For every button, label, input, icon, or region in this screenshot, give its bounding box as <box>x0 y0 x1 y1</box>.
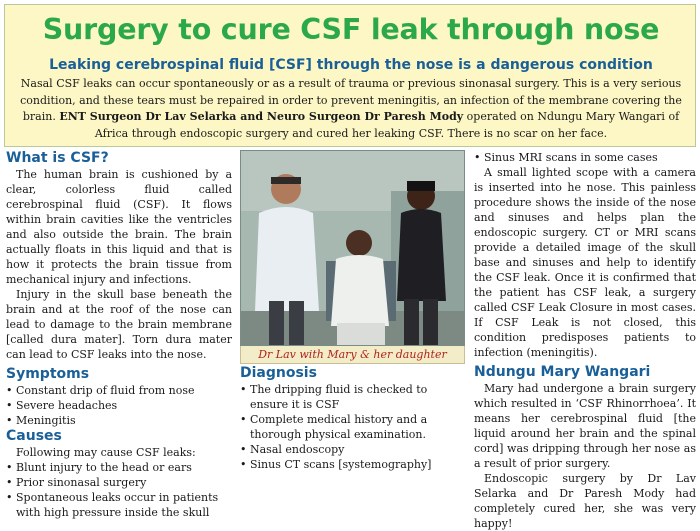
heading-causes: Causes <box>6 428 62 444</box>
list-item: • Blunt injury to the head or ears <box>6 460 232 475</box>
column-left <box>6 150 232 520</box>
symptoms-list <box>6 383 232 428</box>
article-subtitle: Leaking cerebrospinal fluid [CSF] through the nose is a dangerous condition <box>49 57 653 73</box>
diagnosis-list <box>240 382 465 472</box>
list-item: • Spontaneous leaks occur in patients with high pressure inside the skull <box>6 490 232 520</box>
heading-symptoms: Symptoms <box>6 366 90 382</box>
diagnosis-list-continued <box>474 150 696 165</box>
photo-caption: Dr Lav with Mary & her daughter <box>240 346 465 364</box>
list-item: • Nasal endoscopy <box>240 442 465 457</box>
column-middle <box>240 150 465 472</box>
intro-surgeons: ENT Surgeon Dr Lav Selarka and Neuro Surgeon Dr Paresh Mody <box>59 110 464 123</box>
list-item: • Complete medical history and a thorough physical examination. <box>240 412 465 442</box>
photo-illustration <box>241 151 465 346</box>
list-item: • Severe headaches <box>6 398 232 413</box>
list-item: • Sinus CT scans [systemography] <box>240 457 465 472</box>
patient-paragraph-1: Mary had undergone a brain surgery which resulted in ‘CSF Rhinorrhoea’. It means her cerebrospinal fluid [the liquid around her brain and the spinal cord] was dripping through her nose as a result of prior surgery. <box>474 382 696 470</box>
heading-patient: Ndungu Mary Wangari <box>474 364 651 380</box>
causes-list <box>6 460 232 520</box>
causes-intro: Following may cause CSF leaks: <box>16 446 196 459</box>
article-title: Surgery to cure CSF leak through nose <box>42 13 660 46</box>
intro-text-1: Nasal CSF leaks can occur spontaneously or as a result of trauma or previous sinonasal surgery. This is a very serious condition, and these tears must be repaired in order to prevent meningitis, an infection of the membrane covering the brain. <box>20 77 682 123</box>
patient-paragraph-2: Endoscopic surgery by Dr Lav Selarka and Dr Paresh Mody had completely cured her, she was very happy! <box>474 472 696 530</box>
heading-what-is-csf: What is CSF? <box>6 150 109 166</box>
article-header <box>4 4 696 147</box>
list-item: • Constant drip of fluid from nose <box>6 383 232 398</box>
doctor-patient-photo <box>240 150 465 346</box>
article-intro <box>15 76 687 142</box>
article-body <box>0 150 700 530</box>
csf-paragraph-2: Injury in the skull base beneath the brain and at the roof of the nose can lead to damage to the brain membrane [called dura mater]. Torn dura mater can lead to CSF leaks into the nose. <box>6 288 232 361</box>
list-item: • Prior sinonasal surgery <box>6 475 232 490</box>
heading-diagnosis: Diagnosis <box>240 365 317 381</box>
list-item: • Meningitis <box>6 413 232 428</box>
csf-paragraph-1: The human brain is cushioned by a clear, colorless fluid called cerebrospinal fluid (CSF). It flows within brain cavities like the ventricles and also outside the brain. The brain actually floats in this liquid and that is how it protects the brain tissue from mechanical injury and infections. <box>6 168 232 286</box>
diagnosis-paragraph: A small lighted scope with a camera is inserted into he nose. This painless procedure shows the inside of the nose and sinuses and helps plan the endoscopic surgery. CT or MRI scans provide a detailed image of the skull base and sinuses and help to identify the CSF leak. Once it is confirmed that the patient has CSF leak, a surgery called CSF Leak Closure in most cases. If CSF Leak is not closed, this condition predisposes patients to infection (meningitis). <box>474 166 696 359</box>
intro-text-2: operated on Ndungu Mary Wangari of Africa through endoscopic surgery and cured her leaking CSF. There is no scar on her face. <box>94 110 680 140</box>
column-right <box>474 150 696 531</box>
list-item: • Sinus MRI scans in some cases <box>474 150 696 165</box>
list-item: • The dripping fluid is checked to ensure it is CSF <box>240 382 465 412</box>
